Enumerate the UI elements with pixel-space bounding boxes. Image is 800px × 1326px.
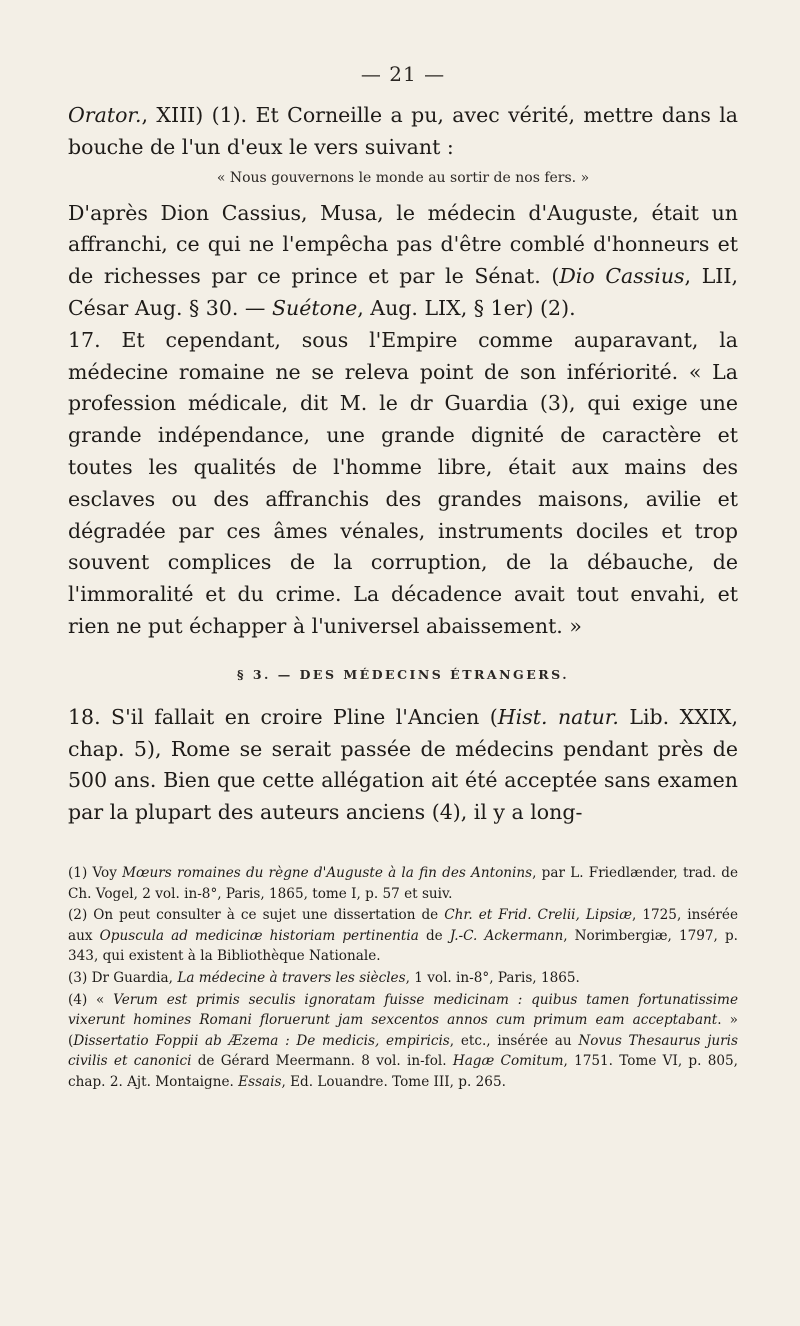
text-run: , 1 vol. in-8°, Paris, 1865.: [405, 969, 580, 986]
footnotes: [68, 863, 738, 1093]
text-run: D'après Dion Cassius, Musa, le médecin d'Auguste, était un affranchi, ce qui ne l'empêcha pas d'être comblé d'honneurs et de richesses par ce prince et par le Sénat. (: [68, 200, 738, 289]
footnote-title: Dissertatio Foppii ab Æzema : De medicis, empiricis: [73, 1032, 450, 1049]
text-run: (2) On peut consulter à ce sujet une dissertation de: [68, 907, 445, 924]
footnote-2: [68, 905, 738, 967]
text-run: , par L. Friedlænder, trad. de Ch. Vogel, 2 vol. in-8°, Paris, 1865, tome I, p. 57 et suiv.: [68, 864, 739, 902]
footnote-title: Novus Thesaurus juris civilis et canonici: [68, 1032, 738, 1070]
footnote-title: Essais: [238, 1073, 282, 1090]
text-run: de: [418, 927, 450, 944]
footnote-place: Hagæ Comitum: [452, 1053, 564, 1070]
text-run: , 1725, insérée aux: [68, 907, 738, 944]
citation-pline: Hist. natur.: [497, 704, 619, 729]
text-run: (1) Voy: [68, 864, 123, 881]
citation-suetone: Suétone: [271, 295, 358, 320]
text-run: (3) Dr Guardia,: [68, 969, 178, 986]
footnote-title: Mœurs romaines du règne d'Auguste à la fin des Antonins: [122, 864, 533, 881]
latin-quote: Verum est primis seculis ignoratam fuisse medicinam : quibus tamen fortunatissime vixerunt homines Romani floruerunt jam sexcentos annos cum primum eam acceptabant: [68, 991, 738, 1029]
paragraph-dion-cassius: [68, 198, 738, 325]
section-heading: § 3. — DES MÉDECINS ÉTRANGERS.: [236, 666, 570, 682]
opening-text: , XIII) (1). Et Corneille a pu, avec vérité, mettre dans la bouche de l'un d'eux le vers suivant :: [68, 103, 738, 159]
verse-quote: « Nous gouvernons le monde au sortir de nos fers. »: [216, 169, 590, 186]
text-run: , etc., insérée au: [449, 1032, 579, 1049]
text-run: , Norimbergiæ, 1797, p. 343, qui existent à la Bibliothèque Nationale.: [68, 927, 738, 965]
footnote-4: [68, 990, 738, 1093]
footnote-title: Opuscula ad medicinæ historiam pertinentia: [99, 927, 419, 944]
text-run: , 1751. Tome VI, p. 805, chap. 2. Ajt. Montaigne.: [68, 1053, 738, 1090]
text-run: , LII, César Aug. § 30. —: [68, 264, 739, 320]
footnote-title: Chr. et Frid. Crelii, Lipsiæ: [444, 907, 633, 924]
document-page: [68, 62, 738, 1093]
opening-paragraph: [68, 100, 738, 164]
text-run: (4) «: [68, 991, 114, 1008]
citation-dio-cassius: Dio Cassius: [559, 264, 685, 289]
footnote-title: La médecine à travers les siècles: [177, 969, 406, 986]
work-title: Orator.: [68, 103, 142, 127]
footnote-author: J.-C. Ackermann: [449, 927, 564, 944]
paragraph-17: 17. Et cependant, sous l'Empire comme auparavant, la médecine romaine ne se releva point de son infériorité. « La profession médicale, dit M. le dr Guardia (3), qui exige une grande indépendance, une grande dignité de caractère et toutes les qualités de l'homme libre, était aux mains des esclaves ou des affranchis des grandes maisons, avilie et dégradée par ces âmes vénales, instruments dociles et trop souvent complices de la corruption, de la débauche, de l'immoralité et du crime. La décadence avait tout envahi, et rien ne put échapper à l'universel abaissement. »: [68, 327, 738, 638]
text-run: de Gérard Meermann. 8 vol. in-fol.: [191, 1053, 453, 1070]
page-number: — 21 —: [360, 62, 446, 86]
text-run: . » (: [68, 1012, 738, 1049]
footnote-1: [68, 863, 738, 904]
text-run: Lib. XXIX, chap. 5), Rome se serait passée de médecins pendant près de 500 ans. Bien que cette allégation ait été acceptée sans examen par la plupart des auteurs anciens (4), il y a long-: [68, 704, 738, 825]
text-run: , Ed. Louandre. Tome III, p. 265.: [281, 1073, 506, 1090]
paragraph-18: [68, 702, 738, 829]
text-run: , Aug. LIX, § 1er) (2).: [357, 295, 576, 320]
footnote-3: [68, 968, 738, 989]
text-run: 18. S'il fallait en croire Pline l'Ancien (: [68, 704, 498, 729]
